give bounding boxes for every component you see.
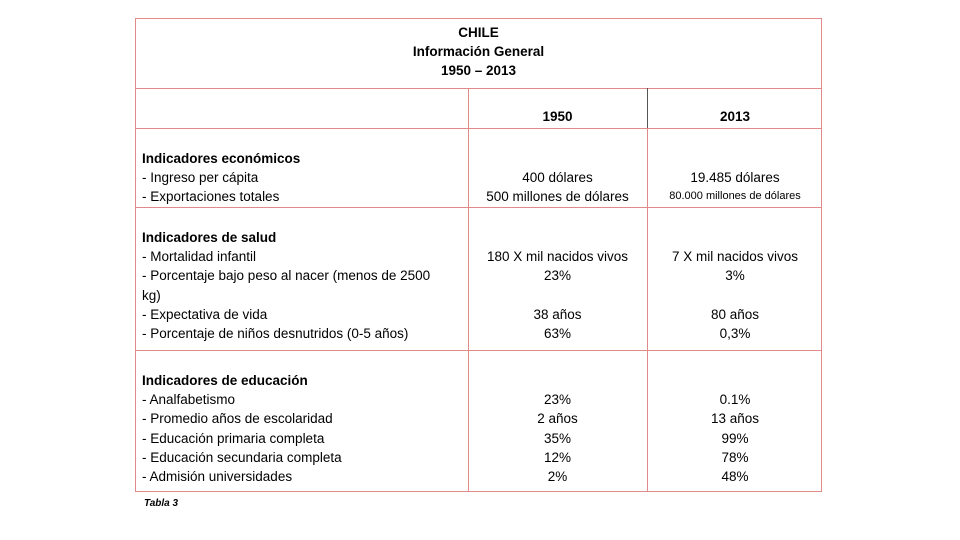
row-label: - Analfabetismo [142,392,236,408]
cell-value: 7 X mil nacidos vivos [671,249,799,265]
column-header-2013: 2013 [719,109,751,124]
data-table [135,18,822,492]
cell-value: 19.485 dólares [690,170,780,186]
cell-value: 23% [543,268,572,284]
row-label: - Educación primaria completa [142,430,325,446]
row-label: - Porcentaje de niños desnutridos (0-5 años) [142,326,409,342]
title-years: 1950 – 2013 [440,63,517,78]
row-label: - Mortalidad infantil [142,249,257,265]
cell-value: 80.000 millones de dólares [669,190,801,203]
cell-value: 0.1% [719,392,751,408]
row-label-continuation: kg) [142,287,161,303]
cell-value: 13 años [710,411,760,427]
row-divider [136,350,821,351]
row-label: - Expectativa de vida [142,306,268,322]
cell-value: 2 años [537,411,578,427]
row-label: - Educación secundaria completa [142,449,342,465]
cell-value: 80 años [710,306,760,322]
section-heading-economic: Indicadores económicos [142,151,301,166]
section-health-2013 [647,247,823,343]
row-divider [136,207,821,208]
cell-value: 63% [543,325,572,341]
section-education-labels [142,371,342,486]
table-caption: Tabla 3 [144,498,179,509]
section-economic-labels [142,149,300,207]
section-heading-education: Indicadores de educación [142,373,308,388]
row-label: - Exportaciones totales [142,189,280,205]
cell-value: 3% [725,268,745,284]
title-country: CHILE [458,25,499,40]
section-economic-1950 [468,168,647,206]
cell-value: 35% [543,430,572,446]
column-header-1950: 1950 [542,109,573,124]
cell-value: 78% [721,449,749,465]
row-label: - Porcentaje bajo peso al nacer (menos de 2500 [142,268,431,284]
cell-value: 23% [543,392,572,408]
cell-value: 180 X mil nacidos vivos [486,249,629,265]
cell-value: 0,3% [719,325,751,341]
row-divider [136,128,821,129]
section-heading-health: Indicadores de salud [142,230,277,245]
cell-value: 99% [721,430,749,446]
cell-value: 400 dólares [522,170,593,186]
section-education-2013 [647,390,823,486]
cell-value: 2% [547,468,568,484]
title-subtitle: Información General [412,44,545,59]
section-health-1950 [468,247,647,343]
row-label: - Ingreso per cápita [142,170,259,186]
section-education-1950 [468,390,647,486]
cell-value: 12% [543,449,572,465]
section-health-labels [142,228,430,343]
cell-value: 500 millones de dólares [486,189,629,205]
table-title [136,23,821,80]
cell-value: 48% [721,468,749,484]
row-label: - Admisión universidades [142,469,293,485]
row-divider [136,88,821,89]
cell-value: 38 años [533,306,582,322]
row-label: - Promedio años de escolaridad [142,411,333,427]
section-economic-2013 [647,168,823,206]
